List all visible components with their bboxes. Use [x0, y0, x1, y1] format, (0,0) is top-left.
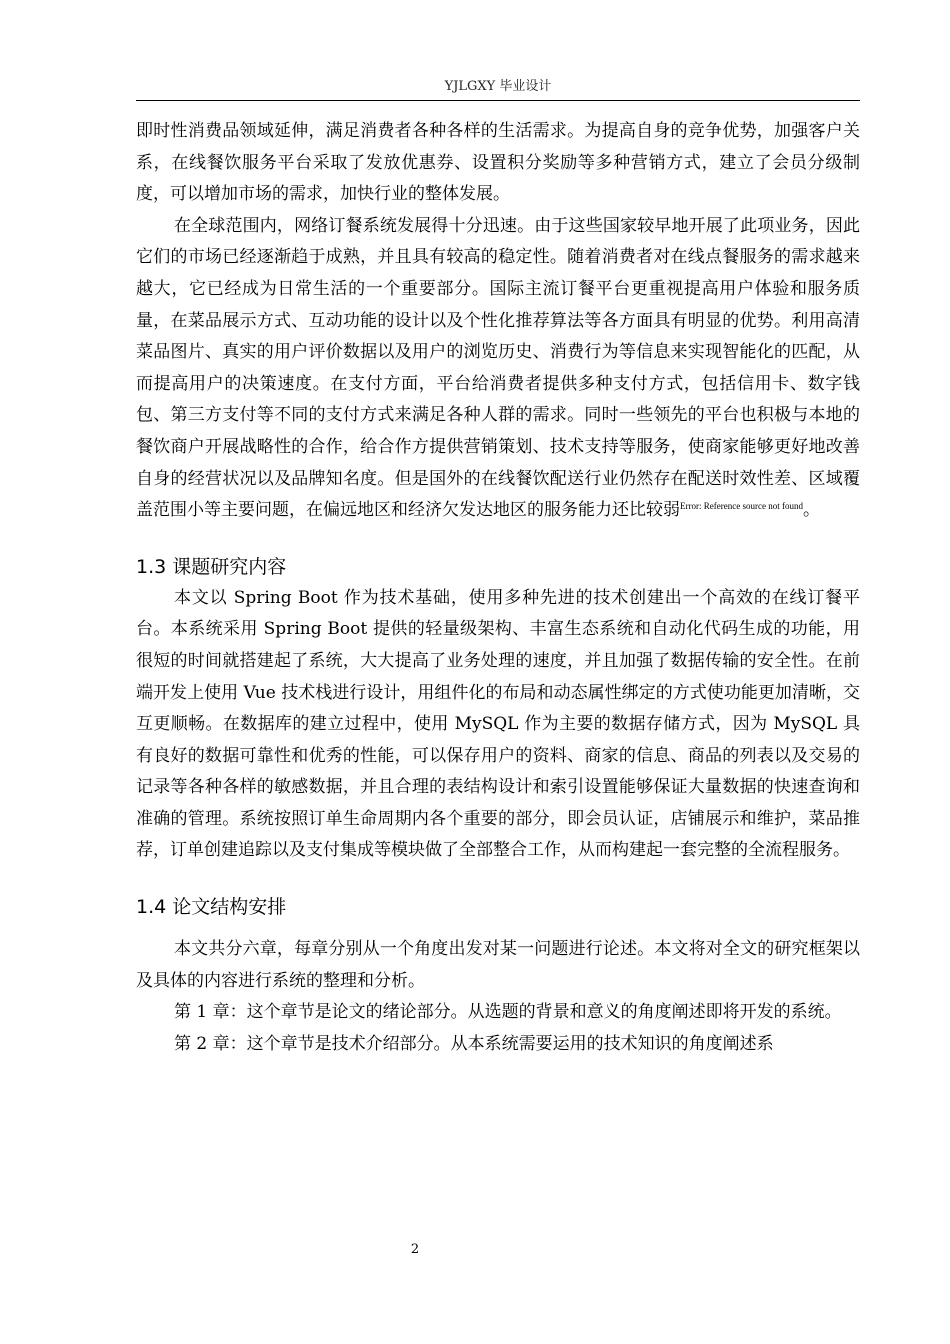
page-number: 2	[410, 1242, 420, 1257]
spacer	[136, 867, 860, 892]
paragraph: 本文共分六章，每章分别从一个角度出发对某一问题进行论述。本文将对全文的研究框架以及具体的内容进行系统的整理和分析。	[136, 939, 860, 991]
spacer	[136, 527, 860, 552]
page-body	[136, 116, 860, 1060]
page-header: YJLGXY 毕业设计	[444, 79, 552, 94]
paragraph-with-citation	[136, 211, 860, 527]
reference-error-note[interactable]: Error: Reference source not found	[680, 501, 803, 512]
paragraph: 本文以 Spring Boot 作为技术基础，使用多种先进的技术创建出一个高效的在线订餐平台。本系统采用 Spring Boot 提供的轻量级架构、丰富生态系统和自动化代码生成的功能，用很短的时间就搭建起了系统，大大提高了业务处理的速度，并且加强了数据传输的安全性。在前端开发上使用 Vue 技术栈进行设计，用组件化的布局和动态属性绑定的方式使功能更加清晰，交互更顺畅。在数据库的建立过程中，使用 MySQL 作为主要的数据存储方式，因为 MySQL 具有良好的数据可靠性和优秀的性能，可以保存用户的资料、商家的信息、商品的列表以及交易的记录等各种各样的敏感数据，并且合理的表结构设计和索引设置能够保证大量数据的快速查询和准确的管理。系统按照订单生命周期内各个重要的部分，即会员认证，店铺展示和维护，菜品推荐，订单创建追踪以及支付集成等模块做了全部整合工作，从而构建起一套完整的全流程服务。	[136, 587, 860, 861]
paragraph: 第 2 章：这个章节是技术介绍部分。从本系统需要运用的技术知识的角度阐述系	[174, 1033, 774, 1054]
header-rule	[136, 100, 860, 101]
section-heading-1-3: 1.3 课题研究内容	[136, 555, 287, 578]
paragraph: 第 1 章：这个章节是论文的绪论部分。从选题的背景和意义的角度阐述即将开发的系统。	[174, 1002, 842, 1023]
spacer	[136, 923, 860, 934]
section-heading-1-4: 1.4 论文结构安排	[136, 896, 287, 919]
paragraph: 即时性消费品领域延伸，满足消费者各种各样的生活需求。为提高自身的竞争优势，加强客户关系，在线餐饮服务平台采取了发放优惠券、设置积分奖励等多种营销方式，建立了会员分级制度，可以增加市场的需求，加快行业的整体发展。	[136, 121, 860, 205]
paragraph-end-mark: 。	[802, 500, 820, 521]
paragraph-text: 在全球范围内，网络订餐系统发展得十分迅速。由于这些国家较早地开展了此项业务，因此它们的市场已经逐渐趋于成熟，并且具有较高的稳定性。随着消费者对在线点餐服务的需求越来越大，它已经成为日常生活的一个重要部分。国际主流订餐平台更重视提高用户体验和服务质量，在菜品展示方式、互动功能的设计以及个性化推荐算法等各方面具有明显的优势。利用高清菜品图片、真实的用户评价数据以及用户的浏览历史、消费行为等信息来实现智能化的匹配，从而提高用户的决策速度。在支付方面，平台给消费者提供多种支付方式，包括信用卡、数字钱包、第三方支付等不同的支付方式来满足各种人群的需求。同时一些领先的平台也积极与本地的餐饮商户开展战略性的合作，给合作方提供营销策划、技术支持等服务，使商家能够更好地改善自身的经营状况以及品牌知名度。但是国外的在线餐饮配送行业仍然存在配送时效性差、区域覆盖范围小等主要问题，在偏远地区和经济欠发达地区的服务能力还比较弱	[136, 215, 860, 521]
